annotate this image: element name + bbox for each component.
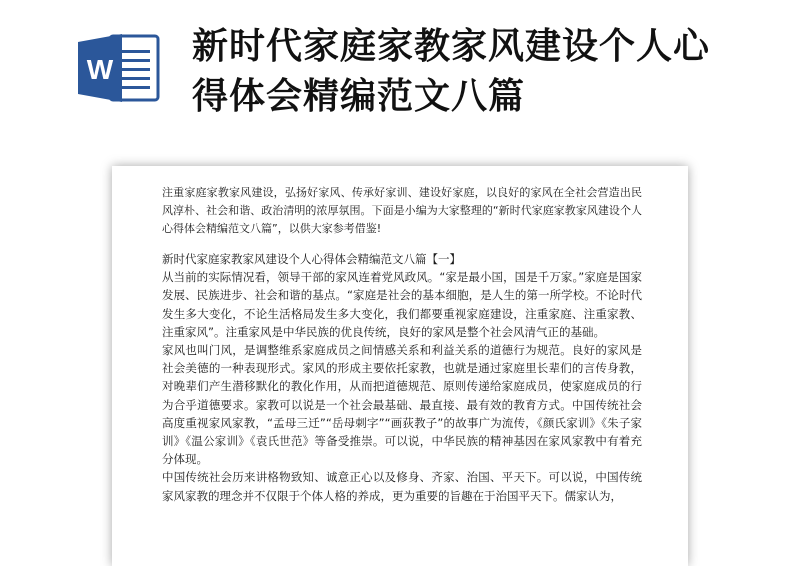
title-line-2: 得体会精编范文八篇 <box>192 76 526 117</box>
document-page <box>112 166 688 566</box>
body-paragraph: 中国传统社会历来讲格物致知、诚意正心以及修身、齐家、治国、平天下。可以说，中国传统家风家教的理念并不仅限于个体人格的养成，更为重要的旨趣在于治国平天下。儒家认为， <box>162 470 642 503</box>
intro-paragraph: 注重家庭家教家风建设，弘扬好家风、传承好家训、建设好家庭，以良好的家风在全社会营造出民风淳朴、社会和谐、政治清明的浓厚氛围。下面是小编为大家整理的“新时代家庭家教家风建设个人心得体会精编范文八篇”，以供大家参考借鉴! <box>162 186 642 235</box>
title-line-1: 新时代家庭家教家风建设个人心 <box>192 26 711 67</box>
section-title: 新时代家庭家教家风建设个人心得体会精编范文八篇【一】 <box>162 252 461 266</box>
document-body <box>162 184 642 505</box>
body-paragraph: 家风也叫门风，是调整维系家庭成员之间情感关系和利益关系的道德行为规范。良好的家风是社会美德的一种表现形式。家风的形成主要依托家教，也就是通过家庭里长辈们的言传身教，对晚辈们产生潜移默化的教化作用，从而把道德规范、原则传递给家庭成员，使家庭成员的行为合乎道德要求。家教可以说是一个社会最基础、最直接、最有效的教育方式。中国传统社会高度重视家风家教，“孟母三迁”“岳母刺字”“画荻教子”的故事广为流传，《颜氏家训》《朱子家训》《温公家训》《袁氏世范》等备受推崇。可以说，中华民族的精神基因在家风家教中有着充分体现。 <box>162 343 642 467</box>
word-document-icon <box>76 30 162 106</box>
word-icon-letter: W <box>86 54 114 85</box>
header <box>0 0 800 160</box>
page-title <box>192 22 772 122</box>
body-paragraph: 从当前的实际情况看，领导干部的家风连着党风政风。“家是最小国，国是千万家。”家庭是国家发展、民族进步、社会和谐的基点。“家庭是社会的基本细胞，是人生的第一所学校。不论时代发生多大变化，不论生活格局发生多大变化，我们都要重视家庭建设，注重家庭、注重家教、注重家风”。注重家风是中华民族的优良传统，良好的家风是整个社会风清气正的基础。 <box>162 270 642 339</box>
